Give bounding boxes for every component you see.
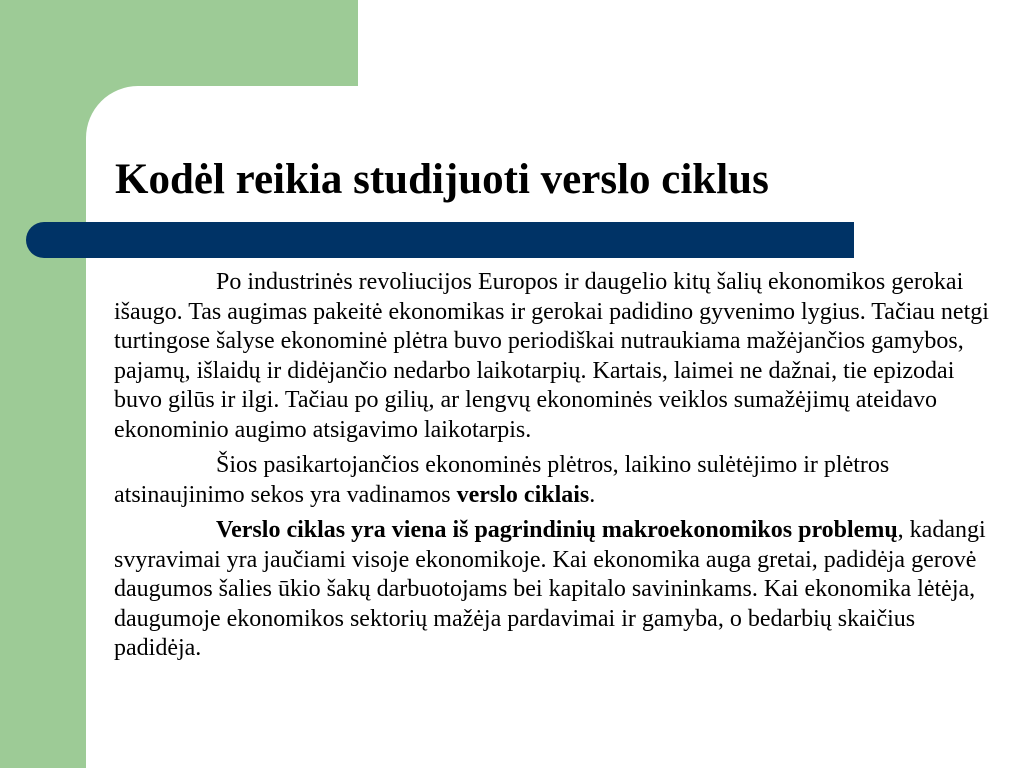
slide-body xyxy=(114,268,994,670)
paragraph-3-text: , kadangi svyravimai yra jaučiami visoje ekonomikoje. Kai ekonomika auga gretai, padidėja gerovė daugumos šalies ūkio šakų darbuotojams bei kapitalo savininkams. Kai ekonomika lėtėja, daugumoje ekonomikos sektorių mažėja pardavimai ir gamyba, o bedarbių skaičius padidėja. xyxy=(114,517,986,661)
paragraph-2-end: . xyxy=(589,481,596,508)
paragraph-1-text: Po industrinės revoliucijos Europos ir daugelio kitų šalių ekonomikos gerokai išaugo. Tas augimas pakeitė ekonomikas ir gerokai padidino gyvenimo lygius. Tačiau netgi turtingose šalyse ekonominė plėtra buvo periodiškai nutraukiama mažėjančios gamybos, pajamų, išlaidų ir didėjančio nedarbo laikotarpių. Kartais, laimei ne dažnai, tie epizodai buvo gilūs ir ilgi. Tačiau po gilių, ar lengvų ekonominės veiklos sumažėjimų ateidavo ekonominio augimo atsigavimo laikotarpis. xyxy=(114,269,989,443)
paragraph-3-bold-lead: Verslo ciklas yra viena iš pagrindinių makroekonomikos problemų xyxy=(216,517,898,543)
paragraph-2 xyxy=(114,451,994,510)
paragraph-1 xyxy=(114,268,994,445)
slide-title: Kodėl reikia studijuoti verslo ciklus xyxy=(115,156,769,203)
title-underline-bar xyxy=(26,222,854,258)
paragraph-2-bold-term: verslo ciklais xyxy=(456,481,590,508)
paragraph-3 xyxy=(114,516,994,664)
paragraph-2-text: Šios pasikartojančios ekonominės plėtros, laikino sulėtėjimo ir plėtros atsinaujinimo sekos yra vadinamos xyxy=(114,452,890,508)
